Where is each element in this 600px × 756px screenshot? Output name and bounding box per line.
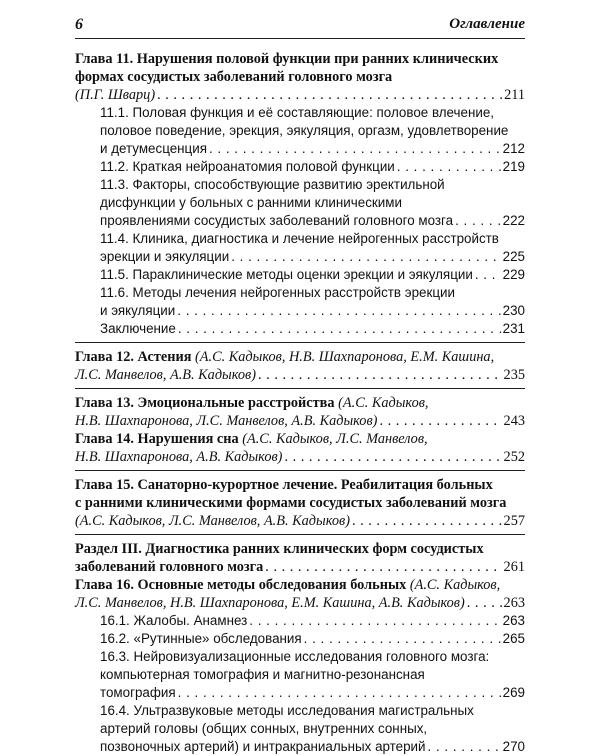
chapter-title: Глава 13. Эмоциональные расстройства: [75, 395, 335, 411]
leader-dots: [284, 448, 501, 466]
leader-dots: [249, 612, 500, 630]
toc-entry-11-4[interactable]: [75, 230, 525, 266]
leader-dots: [209, 140, 501, 158]
entry-text: половое поведение, эрекция, эякуляция, оргазм, удовлетворение: [100, 123, 509, 138]
divider: [75, 470, 525, 471]
chapter-title: Глава 15. Санаторно-курортное лечение. Реабилитация больных: [75, 477, 493, 493]
page-ref: 225: [502, 249, 525, 264]
leader-dots: [475, 266, 501, 284]
chapter-title: Глава 11. Нарушения половой функции при ранних клинических: [75, 51, 499, 67]
toc-entry-chapter-14[interactable]: [75, 430, 525, 466]
toc-entry-chapter-16[interactable]: [75, 576, 525, 612]
leader-dots: [455, 212, 501, 230]
page-header: [75, 14, 525, 39]
chapter-authors: (А.С. Кадыков,: [406, 577, 501, 593]
page-ref: 263: [502, 613, 525, 628]
page-ref: 230: [502, 303, 525, 318]
running-title: Оглавление: [449, 16, 525, 32]
leader-dots: [304, 630, 501, 648]
chapter-authors: (А.С. Кадыков, Н.В. Шахпаронова, Е.М. Кашина,: [191, 349, 495, 365]
section-title: заболеваний головного мозга: [75, 559, 264, 575]
page-ref: 222: [502, 213, 525, 228]
entry-text: и эякуляции: [100, 303, 176, 318]
entry-text: Заключение: [100, 321, 176, 336]
entry-text: 11.3. Факторы, способствующие развитию эректильной: [100, 177, 445, 192]
chapter-authors: Л.С. Манвелов, А.В. Кадыков): [75, 367, 257, 383]
leader-dots: [157, 86, 502, 104]
page-ref: 231: [502, 321, 525, 336]
toc-entry-11-1[interactable]: [75, 104, 525, 158]
toc-entry-11-3[interactable]: [75, 176, 525, 230]
toc-entry-11-2[interactable]: [75, 158, 525, 176]
leader-dots: [352, 512, 502, 530]
divider: [75, 534, 525, 535]
entry-text: 11.5. Параклинические методы оценки эрекции и эякуляции: [100, 267, 473, 282]
table-of-contents: [75, 50, 525, 756]
leader-dots: [265, 558, 501, 576]
page-ref: 235: [503, 367, 525, 383]
toc-entry-11-conclusion[interactable]: [75, 320, 525, 338]
page-number: 6: [75, 16, 83, 33]
chapter-authors: (П.Г. Шварц): [75, 87, 156, 103]
chapter-title: Глава 14. Нарушения сна: [75, 431, 239, 447]
page-ref: 265: [502, 631, 525, 646]
toc-entry-section-3[interactable]: [75, 540, 525, 576]
toc-entry-16-2[interactable]: [75, 630, 525, 648]
leader-dots: [467, 594, 502, 612]
entry-text: 11.2. Краткая нейроанатомия половой функции: [100, 159, 395, 174]
entry-text: и детумесценция: [100, 141, 207, 156]
entry-text: 11.4. Клиника, диагностика и лечение нейрогенных расстройств: [100, 231, 499, 246]
page-ref: 211: [504, 87, 525, 103]
toc-entry-16-3[interactable]: [75, 648, 525, 702]
chapter-title: Глава 12. Астения: [75, 349, 192, 365]
entry-text: 16.1. Жалобы. Анамнез: [100, 613, 248, 628]
page-ref: 261: [503, 559, 525, 575]
chapter-authors: Н.В. Шахпаронова, А.В. Кадыков): [75, 449, 283, 465]
leader-dots: [177, 302, 500, 320]
leader-dots: [258, 366, 502, 384]
leader-dots: [178, 320, 501, 338]
page-ref: 219: [502, 159, 525, 174]
toc-entry-16-4[interactable]: [75, 702, 525, 756]
page-ref: 270: [502, 739, 525, 754]
entry-text: 16.4. Ультразвуковые методы исследования магистральных: [100, 703, 474, 718]
chapter-authors: (А.С. Кадыков,: [334, 395, 429, 411]
page-ref: 252: [503, 449, 525, 465]
divider: [75, 388, 525, 389]
section-title: Раздел III. Диагностика ранних клинических форм сосудистых: [75, 541, 484, 557]
chapter-authors: (А.С. Кадыков, Л.С. Манвелов,: [238, 431, 428, 447]
entry-text: позвоночных артерий) и интракраниальных артерий: [100, 739, 426, 754]
chapter-title: с ранними клиническими формами сосудистых заболеваний мозга: [75, 495, 507, 511]
entry-text: 16.3. Нейровизуализационные исследования головного мозга:: [100, 649, 490, 664]
page-ref: 243: [503, 413, 525, 429]
page-ref: 269: [502, 685, 525, 700]
toc-entry-chapter-13[interactable]: [75, 394, 525, 430]
leader-dots: [178, 684, 501, 702]
chapter-authors: Н.В. Шахпаронова, Л.С. Манвелов, А.В. Кадыков): [75, 413, 378, 429]
leader-dots: [379, 412, 501, 430]
entry-text: артерий головы (общих сонных, внутренних сонных,: [100, 721, 428, 736]
entry-text: компьютерная томография и магнитно-резонансная: [100, 667, 425, 682]
leader-dots: [231, 248, 500, 266]
entry-text: 11.1. Половая функция и её составляющие: половое влечение,: [100, 105, 495, 120]
page-ref: 263: [503, 595, 525, 611]
leader-dots: [397, 158, 501, 176]
entry-text: томография: [100, 685, 176, 700]
toc-entry-16-1[interactable]: [75, 612, 525, 630]
entry-text: дисфункции у больных с ранними клиническими: [100, 195, 402, 210]
divider: [75, 342, 525, 343]
toc-entry-chapter-11[interactable]: [75, 50, 525, 104]
page-ref: 229: [502, 267, 525, 282]
leader-dots: [428, 738, 501, 756]
toc-entry-11-5[interactable]: [75, 266, 525, 284]
page-ref: 257: [503, 513, 525, 529]
chapter-title: формах сосудистых заболеваний головного мозга: [75, 69, 393, 85]
entry-text: эрекции и эякуляции: [100, 249, 230, 264]
page-ref: 212: [502, 141, 525, 156]
chapter-title: Глава 16. Основные методы обследования больных: [75, 577, 407, 593]
chapter-authors: Л.С. Манвелов, Н.В. Шахпаронова, Е.М. Кашина, А.В. Кадыков): [75, 595, 465, 611]
entry-text: проявлениями сосудистых заболеваний головного мозга: [100, 213, 454, 228]
chapter-authors: (А.С. Кадыков, Л.С. Манвелов, А.В. Кадыков): [75, 513, 350, 529]
entry-text: 16.2. «Рутинные» обследования: [100, 631, 302, 646]
toc-entry-chapter-12[interactable]: [75, 348, 525, 384]
entry-text: 11.6. Методы лечения нейрогенных расстройств эрекции: [100, 285, 455, 300]
toc-entry-chapter-15[interactable]: [75, 476, 525, 530]
toc-entry-11-6[interactable]: [75, 284, 525, 320]
